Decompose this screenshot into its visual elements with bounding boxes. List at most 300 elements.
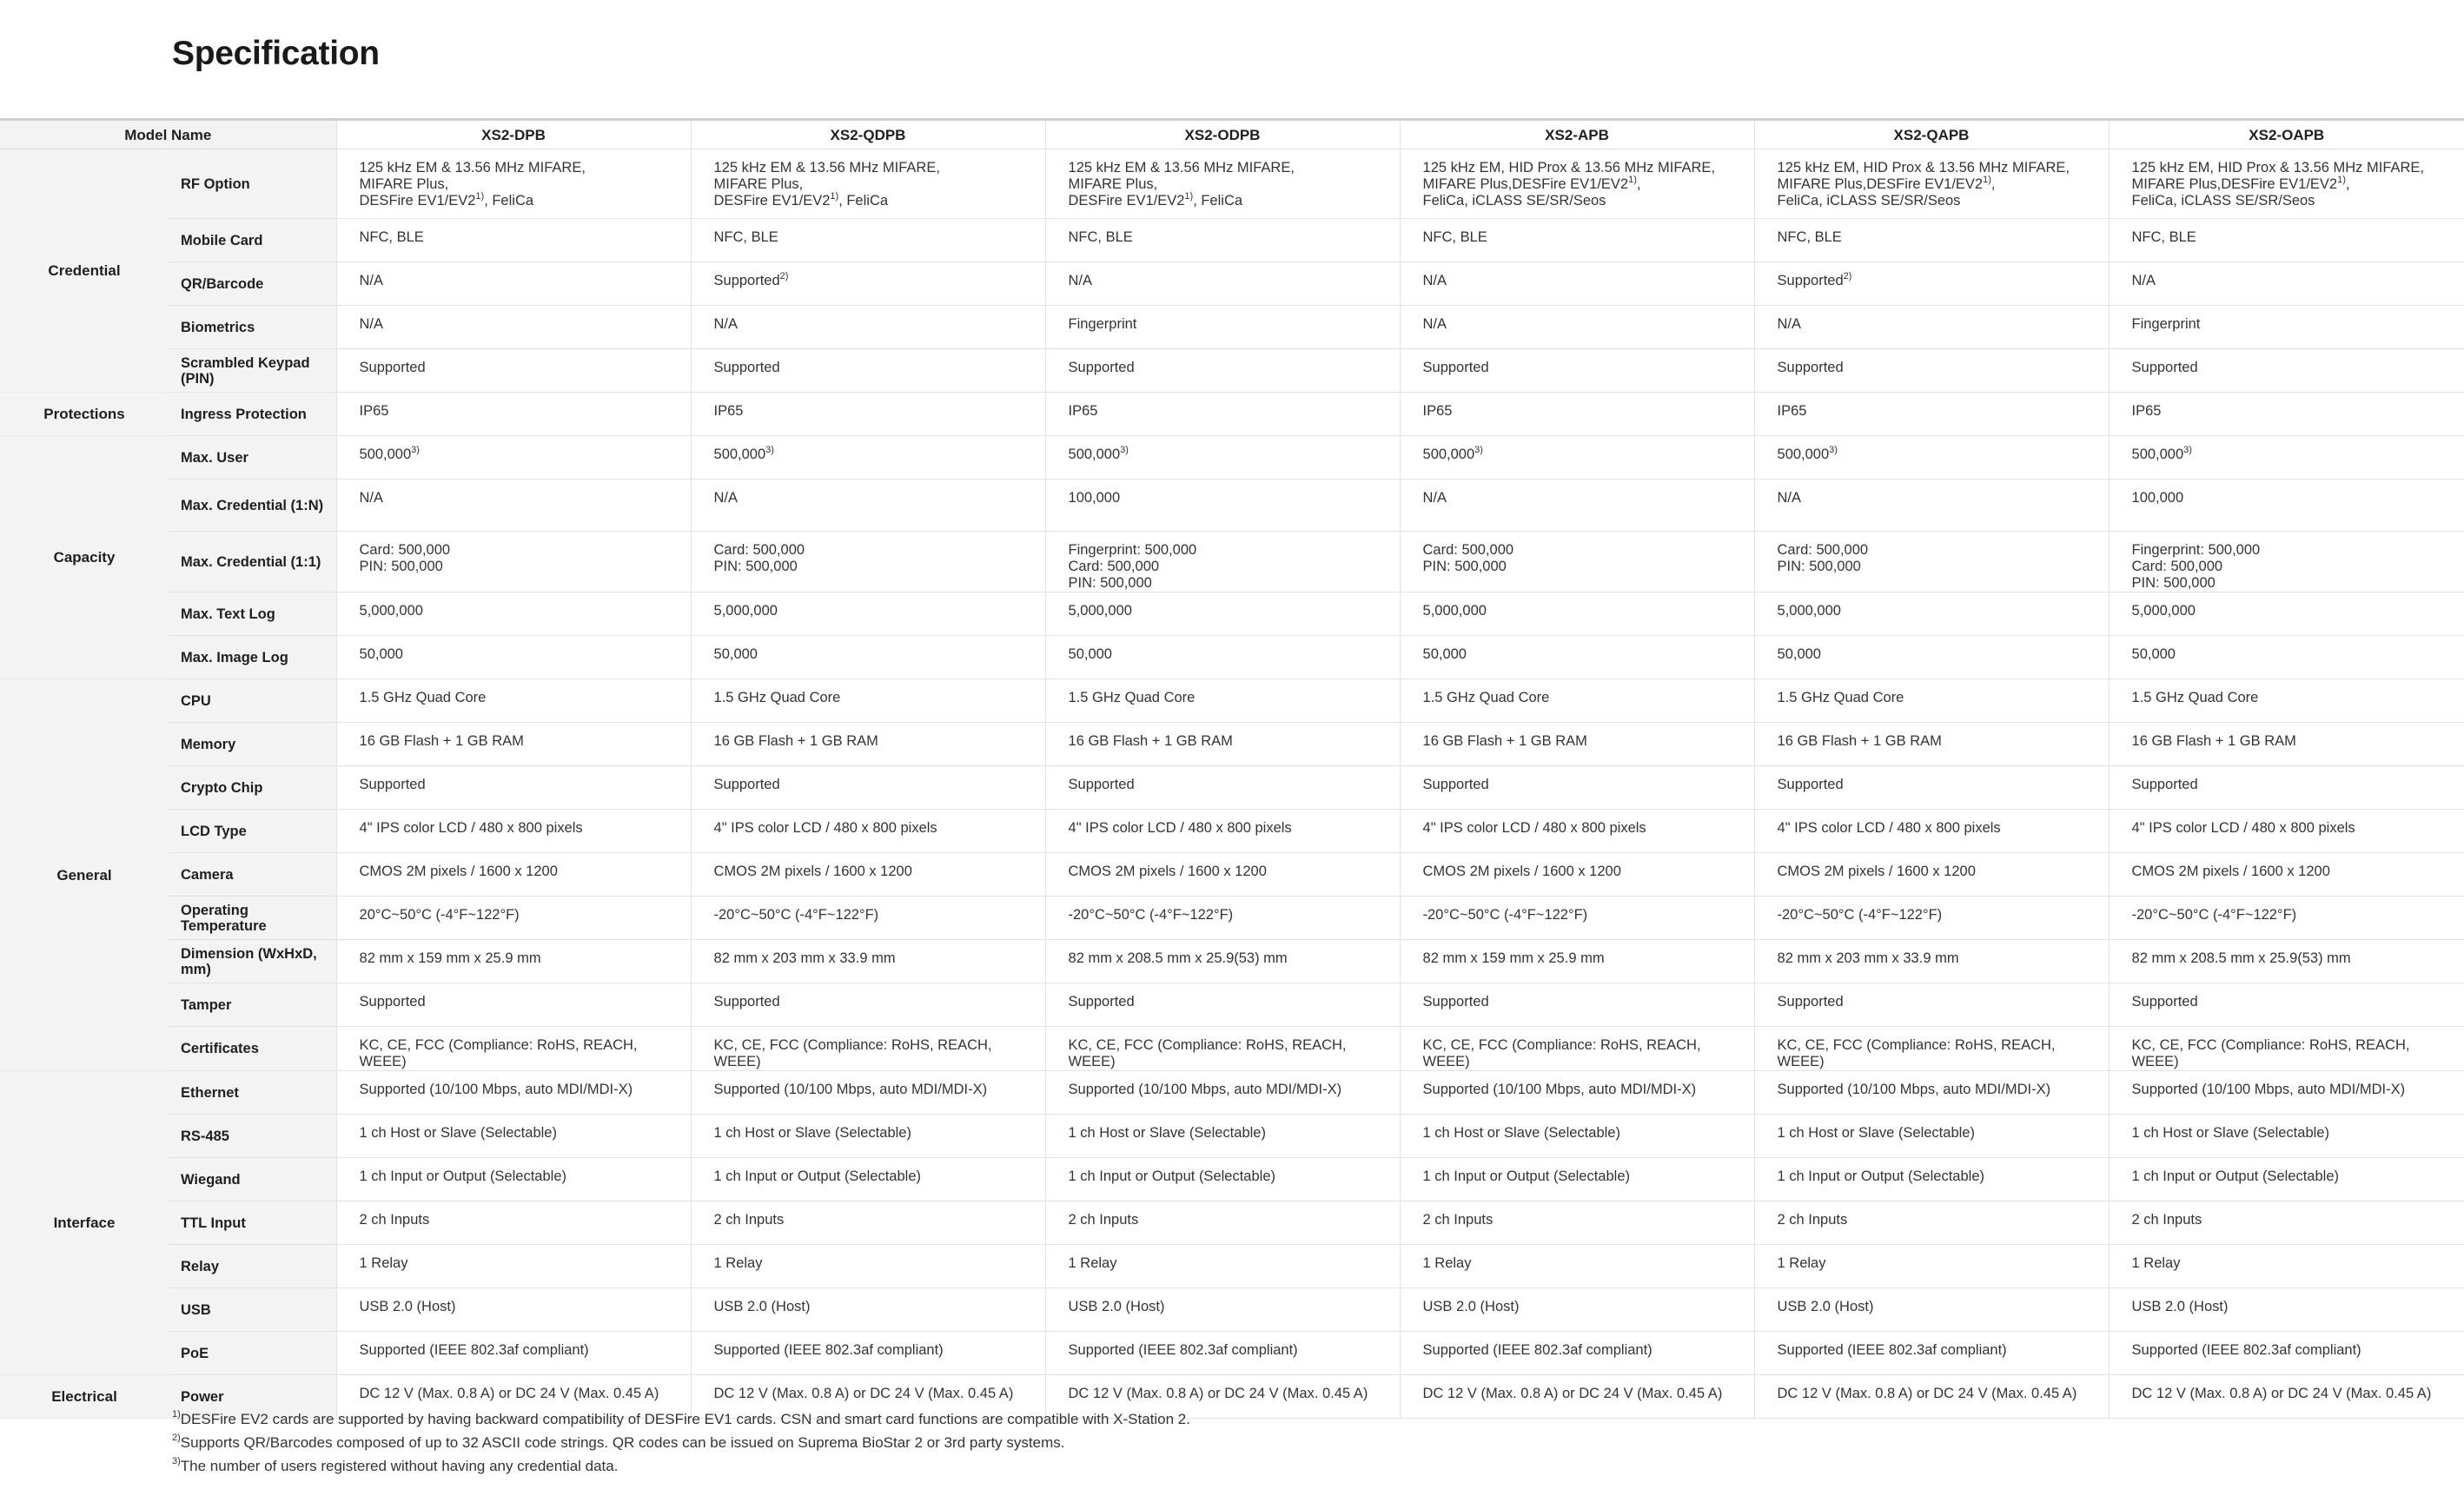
spec-value-line: DC 12 V (Max. 0.8 A) or DC 24 V (Max. 0.45 A)	[1068, 1386, 1368, 1401]
footnote-marker: 3)	[1474, 444, 1483, 455]
spec-value	[1400, 766, 1754, 810]
spec-value-line: Supported	[359, 777, 426, 792]
spec-value	[1400, 1201, 1754, 1245]
footnote-text: DESFire EV2 cards are supported by having backward compatibility of DESFire EV1 cards. CSN and smart card functions are compatible with X-Station 2.	[180, 1411, 1190, 1427]
spec-value	[691, 1332, 1045, 1375]
spec-value-line: WEEE)	[359, 1054, 407, 1069]
spec-value	[691, 1201, 1045, 1245]
spec-label: Certificates	[169, 1027, 336, 1071]
spec-value	[1400, 723, 1754, 766]
spec-value-line: N/A	[2131, 273, 2156, 288]
spec-label: QR/Barcode	[169, 262, 336, 306]
spec-value-line: 4" IPS color LCD / 480 x 800 pixels	[359, 820, 583, 836]
spec-value	[1754, 1201, 2109, 1245]
spec-value	[1754, 262, 2109, 306]
spec-value-line: 125 kHz EM, HID Prox & 13.56 MHz MIFARE,	[1777, 160, 2070, 175]
spec-value	[1045, 723, 1400, 766]
footnote	[172, 1407, 1190, 1431]
spec-value-line: 1 Relay	[1068, 1255, 1117, 1271]
spec-label: Scrambled Keypad (PIN)	[169, 349, 336, 393]
spec-value	[2109, 532, 2464, 592]
spec-row	[0, 1201, 2464, 1245]
spec-value	[336, 1245, 691, 1288]
spec-value	[691, 1245, 1045, 1288]
spec-value	[1400, 1158, 1754, 1201]
spec-row	[0, 436, 2464, 480]
spec-value-line: 20°C~50°C (-4°F~122°F)	[359, 907, 520, 923]
spec-value	[336, 1288, 691, 1332]
spec-label: Biometrics	[169, 306, 336, 349]
spec-row	[0, 1288, 2464, 1332]
spec-value	[2109, 1375, 2464, 1419]
spec-value	[2109, 766, 2464, 810]
category-label: Capacity	[0, 436, 169, 679]
spec-value	[1045, 1332, 1400, 1375]
spec-value-line: 16 GB Flash + 1 GB RAM	[1068, 733, 1233, 749]
spec-value-line: 100,000	[1068, 490, 1121, 506]
spec-row	[0, 766, 2464, 810]
spec-value-line: N/A	[1777, 490, 1802, 506]
spec-value-line: KC, CE, FCC (Compliance: RoHS, REACH,	[1422, 1037, 1701, 1053]
spec-value-line: MIFARE Plus,DESFire EV1/EV2$^{1)}$,	[1777, 174, 1996, 192]
spec-value-line: MIFARE Plus,DESFire EV1/EV2$^{1)}$,	[1422, 174, 1641, 192]
spec-value	[1400, 940, 1754, 983]
spec-value	[691, 592, 1045, 636]
spec-value-line: Supported	[2131, 994, 2198, 1009]
spec-row	[0, 349, 2464, 393]
spec-value-line: 1 ch Input or Output (Selectable)	[1777, 1168, 1984, 1184]
spec-value	[336, 480, 691, 532]
spec-value	[2109, 219, 2464, 262]
spec-value-line: Fingerprint: 500,000	[1068, 542, 1197, 558]
spec-value-line: 125 kHz EM & 13.56 MHz MIFARE,	[713, 160, 940, 175]
spec-value-line: NFC, BLE	[359, 229, 424, 245]
spec-value-line: 82 mm x 159 mm x 25.9 mm	[359, 950, 541, 966]
spec-value	[1400, 1245, 1754, 1288]
spec-value	[2109, 636, 2464, 679]
spec-value-line: Supported	[1422, 994, 1489, 1009]
spec-value-line: PIN: 500,000	[1068, 575, 1152, 591]
spec-label: Tamper	[169, 983, 336, 1027]
spec-row	[0, 1158, 2464, 1201]
spec-value-line: 5,000,000	[1068, 603, 1132, 619]
spec-value-line: USB 2.0 (Host)	[713, 1299, 811, 1314]
spec-value-line: 50,000	[1777, 646, 1821, 662]
spec-value-line: -20°C~50°C (-4°F~122°F)	[1068, 907, 1234, 923]
spec-value-line: 1 ch Host or Slave (Selectable)	[2131, 1125, 2329, 1141]
spec-value	[2109, 480, 2464, 532]
spec-value-line: Supported	[713, 994, 780, 1009]
spec-label: Wiegand	[169, 1158, 336, 1201]
spec-value-line: Fingerprint: 500,000	[2131, 542, 2261, 558]
spec-value	[691, 766, 1045, 810]
spec-value-line: N/A	[713, 316, 739, 332]
spec-value-line: USB 2.0 (Host)	[2131, 1299, 2229, 1314]
spec-value-line: 5,000,000	[359, 603, 423, 619]
spec-value	[1400, 983, 1754, 1027]
spec-value	[336, 853, 691, 897]
spec-row	[0, 897, 2464, 940]
spec-value	[336, 592, 691, 636]
footnote-marker: 1)	[1628, 174, 1637, 185]
spec-value	[1754, 983, 2109, 1027]
spec-value	[1045, 940, 1400, 983]
spec-value-line: 1.5 GHz Quad Core	[1777, 690, 1904, 705]
category-label: Interface	[0, 1071, 169, 1375]
spec-value-line: N/A	[1777, 316, 1802, 332]
spec-label: Ethernet	[169, 1071, 336, 1115]
spec-row	[0, 532, 2464, 592]
spec-value	[1045, 480, 1400, 532]
spec-value	[1754, 1027, 2109, 1071]
spec-value	[336, 436, 691, 480]
spec-row	[0, 219, 2464, 262]
spec-value-line: Supported (10/100 Mbps, auto MDI/MDI-X)	[713, 1082, 988, 1097]
spec-value-line: KC, CE, FCC (Compliance: RoHS, REACH,	[2131, 1037, 2410, 1053]
spec-value-line: Supported	[713, 777, 780, 792]
spec-value-line: 82 mm x 159 mm x 25.9 mm	[1422, 950, 1605, 966]
spec-value-line: DC 12 V (Max. 0.8 A) or DC 24 V (Max. 0.45 A)	[1777, 1386, 2077, 1401]
spec-value-line: 1.5 GHz Quad Core	[713, 690, 841, 705]
spec-label: Dimension (WxHxD, mm)	[169, 940, 336, 983]
spec-label: RF Option	[169, 149, 336, 219]
spec-value	[336, 219, 691, 262]
spec-value	[2109, 810, 2464, 853]
spec-value	[1754, 1071, 2109, 1115]
spec-label: PoE	[169, 1332, 336, 1375]
spec-value	[1045, 1201, 1400, 1245]
model-column-header: XS2-ODPB	[1045, 120, 1400, 149]
spec-value	[691, 349, 1045, 393]
spec-value	[1045, 1071, 1400, 1115]
spec-row	[0, 306, 2464, 349]
spec-value	[1400, 149, 1754, 219]
spec-value-line: MIFARE Plus,	[1068, 176, 1158, 192]
spec-value	[691, 480, 1045, 532]
spec-value	[1754, 1158, 2109, 1201]
spec-value-line: WEEE)	[1422, 1054, 1470, 1069]
spec-value-line: KC, CE, FCC (Compliance: RoHS, REACH,	[1068, 1037, 1347, 1053]
spec-value	[1045, 766, 1400, 810]
spec-value	[691, 940, 1045, 983]
spec-value-line: MIFARE Plus,DESFire EV1/EV2$^{1)}$,	[2131, 174, 2350, 192]
spec-value-line: IP65	[1068, 403, 1098, 419]
spec-value-line: KC, CE, FCC (Compliance: RoHS, REACH,	[713, 1037, 992, 1053]
spec-value-line: 82 mm x 203 mm x 33.9 mm	[713, 950, 896, 966]
spec-value-line: Card: 500,000	[713, 542, 805, 558]
spec-row	[0, 480, 2464, 532]
spec-value	[336, 940, 691, 983]
spec-value	[1400, 1375, 1754, 1419]
spec-value-line: N/A	[713, 490, 739, 506]
spec-value-line: 2 ch Inputs	[713, 1212, 785, 1228]
footnote-marker: 3)	[1829, 444, 1838, 455]
spec-value	[1400, 592, 1754, 636]
footnote-marker: 1)	[475, 190, 485, 202]
spec-value	[1754, 897, 2109, 940]
spec-value-line: 2 ch Inputs	[1422, 1212, 1494, 1228]
spec-value	[1400, 1332, 1754, 1375]
spec-value	[2109, 1245, 2464, 1288]
spec-label: RS-485	[169, 1115, 336, 1158]
spec-value-line: Card: 500,000	[359, 542, 451, 558]
spec-value-line: Supported (IEEE 802.3af compliant)	[1068, 1342, 1298, 1358]
spec-value	[1400, 679, 1754, 723]
spec-value-line: N/A	[1422, 273, 1447, 288]
spec-value-line: 5,000,000	[713, 603, 778, 619]
spec-value	[336, 679, 691, 723]
spec-value	[2109, 679, 2464, 723]
spec-value	[1045, 393, 1400, 436]
spec-value	[336, 1115, 691, 1158]
spec-value-line: -20°C~50°C (-4°F~122°F)	[1422, 907, 1588, 923]
spec-value-line: -20°C~50°C (-4°F~122°F)	[2131, 907, 2297, 923]
spec-value-line: 2 ch Inputs	[2131, 1212, 2202, 1228]
spec-value-line: WEEE)	[1068, 1054, 1116, 1069]
spec-value-line: Supported	[1068, 360, 1135, 375]
spec-value-line: WEEE)	[713, 1054, 761, 1069]
spec-value-line: NFC, BLE	[713, 229, 778, 245]
spec-value	[691, 636, 1045, 679]
spec-value-line: 500,000$^{3)}$	[359, 444, 420, 462]
spec-value-line: Supported	[713, 360, 780, 375]
spec-value-line: 82 mm x 208.5 mm x 25.9(53) mm	[2131, 950, 2351, 966]
spec-value-line: 500,000$^{3)}$	[1422, 444, 1483, 462]
spec-value-line: 1 Relay	[1422, 1255, 1472, 1271]
spec-value	[336, 306, 691, 349]
spec-value	[336, 149, 691, 219]
spec-value	[1754, 1288, 2109, 1332]
spec-value-line: -20°C~50°C (-4°F~122°F)	[1777, 907, 1943, 923]
spec-label: Camera	[169, 853, 336, 897]
spec-value-line: PIN: 500,000	[359, 559, 443, 574]
spec-value	[1754, 766, 2109, 810]
model-name-header: Model Name	[0, 120, 336, 149]
spec-value-line: Supported (IEEE 802.3af compliant)	[713, 1342, 944, 1358]
spec-value	[1045, 1288, 1400, 1332]
spec-value	[1754, 1332, 2109, 1375]
spec-value-line: Card: 500,000	[1068, 559, 1160, 574]
spec-value	[1400, 219, 1754, 262]
spec-value-line: 4" IPS color LCD / 480 x 800 pixels	[713, 820, 937, 836]
spec-value-line: USB 2.0 (Host)	[1422, 1299, 1520, 1314]
spec-value	[1754, 1375, 2109, 1419]
spec-value	[1400, 1027, 1754, 1071]
spec-value	[691, 1158, 1045, 1201]
spec-row	[0, 1071, 2464, 1115]
spec-value	[2109, 149, 2464, 219]
spec-value-line: Supported	[1068, 994, 1135, 1009]
spec-value-line: IP65	[1777, 403, 1807, 419]
spec-value-line: Supported (10/100 Mbps, auto MDI/MDI-X)	[2131, 1082, 2406, 1097]
spec-value-line: 1 ch Input or Output (Selectable)	[1422, 1168, 1630, 1184]
model-header-row	[0, 120, 2464, 149]
spec-value-line: Supported	[1777, 994, 1844, 1009]
spec-value-line: -20°C~50°C (-4°F~122°F)	[713, 907, 879, 923]
page-title: Specification	[172, 35, 380, 72]
spec-value-line: Supported (10/100 Mbps, auto MDI/MDI-X)	[1777, 1082, 2051, 1097]
spec-value	[1045, 897, 1400, 940]
spec-value-line: 16 GB Flash + 1 GB RAM	[1422, 733, 1587, 749]
spec-value-line: 50,000	[2131, 646, 2176, 662]
spec-value-line: Supported	[1422, 360, 1489, 375]
spec-value-line: NFC, BLE	[1777, 229, 1842, 245]
spec-value-line: 1 ch Input or Output (Selectable)	[713, 1168, 921, 1184]
spec-value	[336, 349, 691, 393]
spec-value	[1400, 1071, 1754, 1115]
spec-value-line: 2 ch Inputs	[1068, 1212, 1139, 1228]
spec-value-line: N/A	[1422, 316, 1447, 332]
spec-value	[1045, 219, 1400, 262]
spec-value	[1754, 393, 2109, 436]
spec-value	[336, 393, 691, 436]
spec-value	[1754, 679, 2109, 723]
model-column-header: XS2-APB	[1400, 120, 1754, 149]
footnote-marker: 3)	[411, 444, 420, 455]
spec-row	[0, 262, 2464, 306]
footnote	[172, 1454, 1190, 1478]
spec-value	[336, 897, 691, 940]
spec-value	[691, 219, 1045, 262]
spec-value	[691, 723, 1045, 766]
footnote-marker: 2)	[1843, 270, 1852, 281]
spec-value	[691, 1071, 1045, 1115]
spec-value	[691, 897, 1045, 940]
spec-value-line: 1 Relay	[1777, 1255, 1826, 1271]
spec-value-line: FeliCa, iCLASS SE/SR/Seos	[2131, 193, 2315, 209]
category-label: Credential	[0, 149, 169, 393]
spec-value	[1045, 1027, 1400, 1071]
footnote-marker: 1)	[2337, 174, 2346, 185]
footnote-marker: 3)	[1120, 444, 1129, 455]
spec-value	[2109, 940, 2464, 983]
spec-value-line: 4" IPS color LCD / 480 x 800 pixels	[1422, 820, 1646, 836]
spec-value	[1045, 810, 1400, 853]
spec-table-body	[0, 149, 2464, 1419]
spec-value-line: N/A	[359, 490, 384, 506]
spec-value	[2109, 983, 2464, 1027]
spec-value	[336, 1027, 691, 1071]
spec-value-line: Supported	[1777, 777, 1844, 792]
spec-value-line: Supported	[1777, 360, 1844, 375]
spec-value-line: 50,000	[1068, 646, 1112, 662]
spec-value	[1400, 897, 1754, 940]
spec-value	[2109, 1288, 2464, 1332]
footnote-marker: 1)	[830, 190, 839, 202]
spec-value-line: 50,000	[359, 646, 403, 662]
spec-value-line: 1.5 GHz Quad Core	[1422, 690, 1550, 705]
spec-value	[2109, 436, 2464, 480]
spec-value-line: 1 ch Host or Slave (Selectable)	[1777, 1125, 1975, 1141]
footnote-marker: 1)	[1184, 190, 1194, 202]
footnote-marker: 2)	[172, 1433, 181, 1444]
spec-value	[1045, 436, 1400, 480]
spec-value	[1400, 306, 1754, 349]
spec-value-line: 1 ch Input or Output (Selectable)	[1068, 1168, 1275, 1184]
spec-value	[1045, 262, 1400, 306]
spec-value-line: CMOS 2M pixels / 1600 x 1200	[1422, 864, 1621, 879]
spec-value-line: FeliCa, iCLASS SE/SR/Seos	[1777, 193, 1961, 209]
spec-value	[1400, 1288, 1754, 1332]
spec-label: Power	[169, 1375, 336, 1419]
footnote	[172, 1431, 1190, 1454]
spec-label: Max. Credential (1:N)	[169, 480, 336, 532]
spec-value-line: N/A	[1422, 490, 1447, 506]
spec-value-line: 1.5 GHz Quad Core	[359, 690, 487, 705]
spec-value	[336, 1332, 691, 1375]
spec-value	[1754, 149, 2109, 219]
spec-value-line: 5,000,000	[2131, 603, 2196, 619]
spec-label: Mobile Card	[169, 219, 336, 262]
spec-value-line: 500,000$^{3)}$	[713, 444, 774, 462]
spec-value-line: NFC, BLE	[1422, 229, 1487, 245]
spec-value	[691, 810, 1045, 853]
spec-value	[1045, 306, 1400, 349]
spec-value-line: IP65	[359, 403, 389, 419]
spec-value	[691, 532, 1045, 592]
spec-value-line: 1 Relay	[359, 1255, 408, 1271]
spec-value-line: Supported (IEEE 802.3af compliant)	[359, 1342, 589, 1358]
spec-value-line: DC 12 V (Max. 0.8 A) or DC 24 V (Max. 0.45 A)	[1422, 1386, 1723, 1401]
spec-value-line: 1 ch Host or Slave (Selectable)	[1068, 1125, 1266, 1141]
spec-value	[2109, 1201, 2464, 1245]
spec-row	[0, 1027, 2464, 1071]
spec-label: Relay	[169, 1245, 336, 1288]
spec-value-line: 2 ch Inputs	[359, 1212, 430, 1228]
spec-value	[1754, 480, 2109, 532]
spec-label: LCD Type	[169, 810, 336, 853]
spec-value-line: DESFire EV1/EV2$^{1)}$, FeliCa	[1068, 190, 1243, 209]
spec-row	[0, 810, 2464, 853]
spec-value	[1400, 262, 1754, 306]
spec-row	[0, 1245, 2464, 1288]
spec-value-line: Card: 500,000	[2131, 559, 2223, 574]
spec-row	[0, 983, 2464, 1027]
spec-value-line: 16 GB Flash + 1 GB RAM	[2131, 733, 2296, 749]
spec-value-line: 125 kHz EM, HID Prox & 13.56 MHz MIFARE,	[2131, 160, 2425, 175]
spec-value-line: 5,000,000	[1777, 603, 1841, 619]
spec-value	[1400, 349, 1754, 393]
spec-value	[691, 1115, 1045, 1158]
spec-value-line: USB 2.0 (Host)	[1068, 1299, 1165, 1314]
spec-value	[2109, 853, 2464, 897]
spec-value-line: Supported$^{2)}$	[713, 270, 789, 288]
spec-value	[336, 1071, 691, 1115]
spec-value-line: Supported	[1422, 777, 1489, 792]
spec-value	[1754, 723, 2109, 766]
spec-label: Max. User	[169, 436, 336, 480]
spec-value	[336, 983, 691, 1027]
spec-value	[691, 679, 1045, 723]
spec-label: Crypto Chip	[169, 766, 336, 810]
spec-value-line: Supported	[359, 360, 426, 375]
spec-value-line: Supported (IEEE 802.3af compliant)	[2131, 1342, 2361, 1358]
spec-row	[0, 1332, 2464, 1375]
footnote-text: Supports QR/Barcodes composed of up to 32 ASCII code strings. QR codes can be issued on Suprema BioStar 2 or 3rd party systems.	[180, 1434, 1065, 1451]
spec-value	[1754, 940, 2109, 983]
spec-value-line: 2 ch Inputs	[1777, 1212, 1848, 1228]
spec-value-line: IP65	[713, 403, 744, 419]
spec-value-line: PIN: 500,000	[1422, 559, 1507, 574]
spec-value	[1754, 306, 2109, 349]
spec-row	[0, 940, 2464, 983]
spec-value	[1754, 853, 2109, 897]
spec-value-line: 500,000$^{3)}$	[1068, 444, 1129, 462]
spec-value	[336, 1158, 691, 1201]
spec-value	[691, 306, 1045, 349]
spec-value-line: PIN: 500,000	[1777, 559, 1861, 574]
spec-value-line: DESFire EV1/EV2$^{1)}$, FeliCa	[359, 190, 534, 209]
